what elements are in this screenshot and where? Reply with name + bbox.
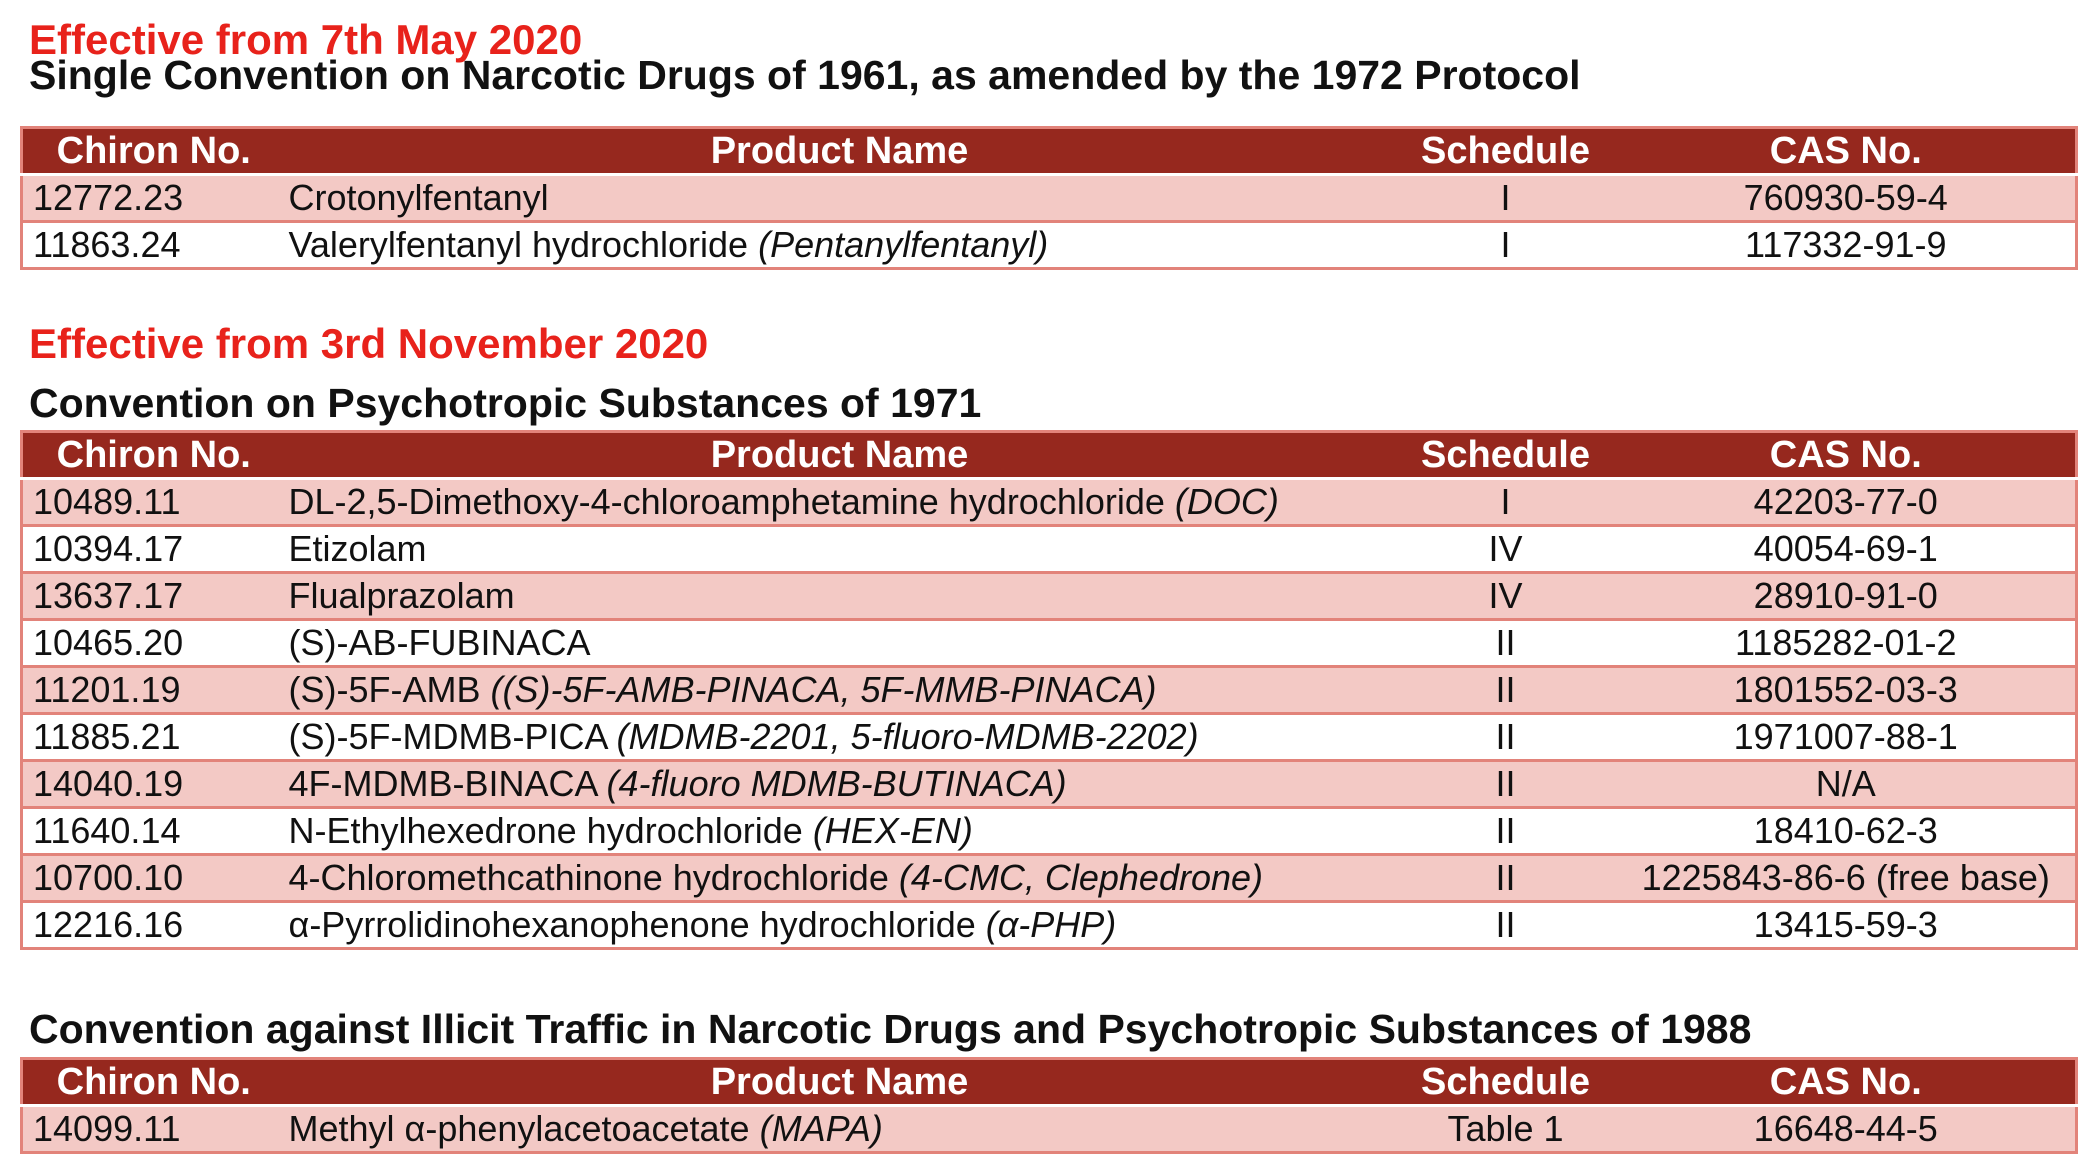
- cell-cas-number: 1185282-01-2: [1617, 620, 2077, 667]
- cell-product-name: [285, 620, 1395, 667]
- cell-schedule: II: [1395, 714, 1617, 761]
- product-alias: ((S)-5F-AMB-PINACA, 5F-MMB-PINACA): [490, 669, 1157, 710]
- column-header-cas: CAS No.: [1617, 432, 2077, 479]
- product-name: 4-Chloromethcathinone hydrochloride: [288, 857, 889, 898]
- column-header-chiron: Chiron No.: [22, 1059, 285, 1106]
- cell-cas-number: 117332-91-9: [1617, 222, 2077, 269]
- column-header-product-name: Product Name: [285, 1059, 1395, 1106]
- cell-schedule: I: [1395, 479, 1617, 526]
- cell-product-name: [285, 855, 1395, 902]
- cell-cas-number: 13415-59-3: [1617, 902, 2077, 949]
- product-name: N-Ethylhexedrone hydrochloride: [288, 810, 803, 851]
- table-row: [22, 855, 2077, 902]
- cell-schedule: IV: [1395, 573, 1617, 620]
- column-header-chiron: Chiron No.: [22, 432, 285, 479]
- schedule-table: [20, 1057, 2078, 1154]
- table-row: [22, 808, 2077, 855]
- table-header-row: [22, 1059, 2077, 1106]
- table-row: [22, 714, 2077, 761]
- cell-chiron-number: 14040.19: [22, 761, 285, 808]
- product-alias: (α-PHP): [985, 904, 1117, 945]
- column-header-schedule: Schedule: [1395, 432, 1617, 479]
- cell-schedule: Table 1: [1395, 1106, 1617, 1153]
- product-alias: (MDMB-2201, 5-fluoro-MDMB-2202): [616, 716, 1199, 757]
- cell-chiron-number: 14099.11: [22, 1106, 285, 1153]
- product-alias: (HEX-EN): [812, 810, 973, 851]
- convention-title: Single Convention on Narcotic Drugs of 1961, as amended by the 1972 Protocol: [29, 52, 1581, 98]
- column-header-chiron: Chiron No.: [22, 128, 285, 175]
- cell-schedule: I: [1395, 222, 1617, 269]
- product-alias: (4-fluoro MDMB-BUTINACA): [606, 763, 1067, 804]
- column-header-cas: CAS No.: [1617, 128, 2077, 175]
- product-name: α-Pyrrolidinohexanophenone hydrochloride: [288, 904, 976, 945]
- cell-schedule: II: [1395, 902, 1617, 949]
- cell-cas-number: 760930-59-4: [1617, 175, 2077, 222]
- cell-schedule: II: [1395, 855, 1617, 902]
- cell-cas-number: N/A: [1617, 761, 2077, 808]
- product-name: (S)-5F-MDMB-PICA: [288, 716, 607, 757]
- product-name: Valerylfentanyl hydrochloride: [288, 224, 749, 265]
- table-row: [22, 902, 2077, 949]
- product-name: (S)-AB-FUBINACA: [288, 622, 591, 663]
- cell-product-name: [285, 175, 1395, 222]
- cell-schedule: II: [1395, 808, 1617, 855]
- table-row: [22, 526, 2077, 573]
- cell-product-name: [285, 573, 1395, 620]
- product-name: Crotonylfentanyl: [288, 177, 549, 218]
- product-alias: (MAPA): [759, 1108, 883, 1149]
- cell-chiron-number: 11863.24: [22, 222, 285, 269]
- table-row: [22, 573, 2077, 620]
- cell-cas-number: 18410-62-3: [1617, 808, 2077, 855]
- column-header-cas: CAS No.: [1617, 1059, 2077, 1106]
- cell-product-name: [285, 902, 1395, 949]
- column-header-product-name: Product Name: [285, 432, 1395, 479]
- table-row: [22, 761, 2077, 808]
- product-alias: (DOC): [1174, 481, 1279, 522]
- cell-chiron-number: 12772.23: [22, 175, 285, 222]
- cell-schedule: II: [1395, 761, 1617, 808]
- cell-schedule: II: [1395, 667, 1617, 714]
- product-alias: (Pentanylfentanyl): [758, 224, 1049, 265]
- table-header-row: [22, 432, 2077, 479]
- table-row: [22, 479, 2077, 526]
- column-header-product-name: Product Name: [285, 128, 1395, 175]
- cell-cas-number: 28910-91-0: [1617, 573, 2077, 620]
- table-row: [22, 620, 2077, 667]
- cell-schedule: IV: [1395, 526, 1617, 573]
- cell-cas-number: 1801552-03-3: [1617, 667, 2077, 714]
- cell-cas-number: 1225843-86-6 (free base): [1617, 855, 2077, 902]
- cell-cas-number: 42203-77-0: [1617, 479, 2077, 526]
- convention-title: Convention against Illicit Traffic in Narcotic Drugs and Psychotropic Substances of 1988: [29, 1006, 1752, 1052]
- product-name: 4F-MDMB-BINACA: [288, 763, 597, 804]
- cell-chiron-number: 11640.14: [22, 808, 285, 855]
- column-header-schedule: Schedule: [1395, 128, 1617, 175]
- cell-product-name: [285, 667, 1395, 714]
- effective-date-heading: Effective from 7th May 2020: [29, 16, 583, 63]
- table-row: [22, 1106, 2077, 1153]
- cell-product-name: [285, 808, 1395, 855]
- cell-chiron-number: 13637.17: [22, 573, 285, 620]
- product-name: Methyl α-phenylacetoacetate: [288, 1108, 750, 1149]
- cell-product-name: [285, 1106, 1395, 1153]
- table-row: [22, 222, 2077, 269]
- product-name: (S)-5F-AMB: [288, 669, 481, 710]
- cell-product-name: [285, 222, 1395, 269]
- cell-chiron-number: 11201.19: [22, 667, 285, 714]
- cell-chiron-number: 10465.20: [22, 620, 285, 667]
- cell-schedule: II: [1395, 620, 1617, 667]
- cell-product-name: [285, 479, 1395, 526]
- cell-product-name: [285, 761, 1395, 808]
- cell-cas-number: 40054-69-1: [1617, 526, 2077, 573]
- product-name: Flualprazolam: [288, 575, 515, 616]
- schedule-table: [20, 430, 2078, 950]
- cell-chiron-number: 10700.10: [22, 855, 285, 902]
- cell-chiron-number: 12216.16: [22, 902, 285, 949]
- table-header-row: [22, 128, 2077, 175]
- column-header-schedule: Schedule: [1395, 1059, 1617, 1106]
- cell-chiron-number: 11885.21: [22, 714, 285, 761]
- table-row: [22, 175, 2077, 222]
- cell-chiron-number: 10394.17: [22, 526, 285, 573]
- schedule-table: [20, 126, 2078, 270]
- cell-cas-number: 16648-44-5: [1617, 1106, 2077, 1153]
- product-name: DL-2,5-Dimethoxy-4-chloroamphetamine hydrochloride: [288, 481, 1165, 522]
- cell-product-name: [285, 714, 1395, 761]
- product-alias: (4-CMC, Clephedrone): [898, 857, 1264, 898]
- convention-title: Convention on Psychotropic Substances of 1971: [29, 380, 982, 426]
- cell-chiron-number: 10489.11: [22, 479, 285, 526]
- cell-cas-number: 1971007-88-1: [1617, 714, 2077, 761]
- table-row: [22, 667, 2077, 714]
- cell-schedule: I: [1395, 175, 1617, 222]
- cell-product-name: [285, 526, 1395, 573]
- product-name: Etizolam: [288, 528, 427, 569]
- effective-date-heading: Effective from 3rd November 2020: [29, 320, 709, 367]
